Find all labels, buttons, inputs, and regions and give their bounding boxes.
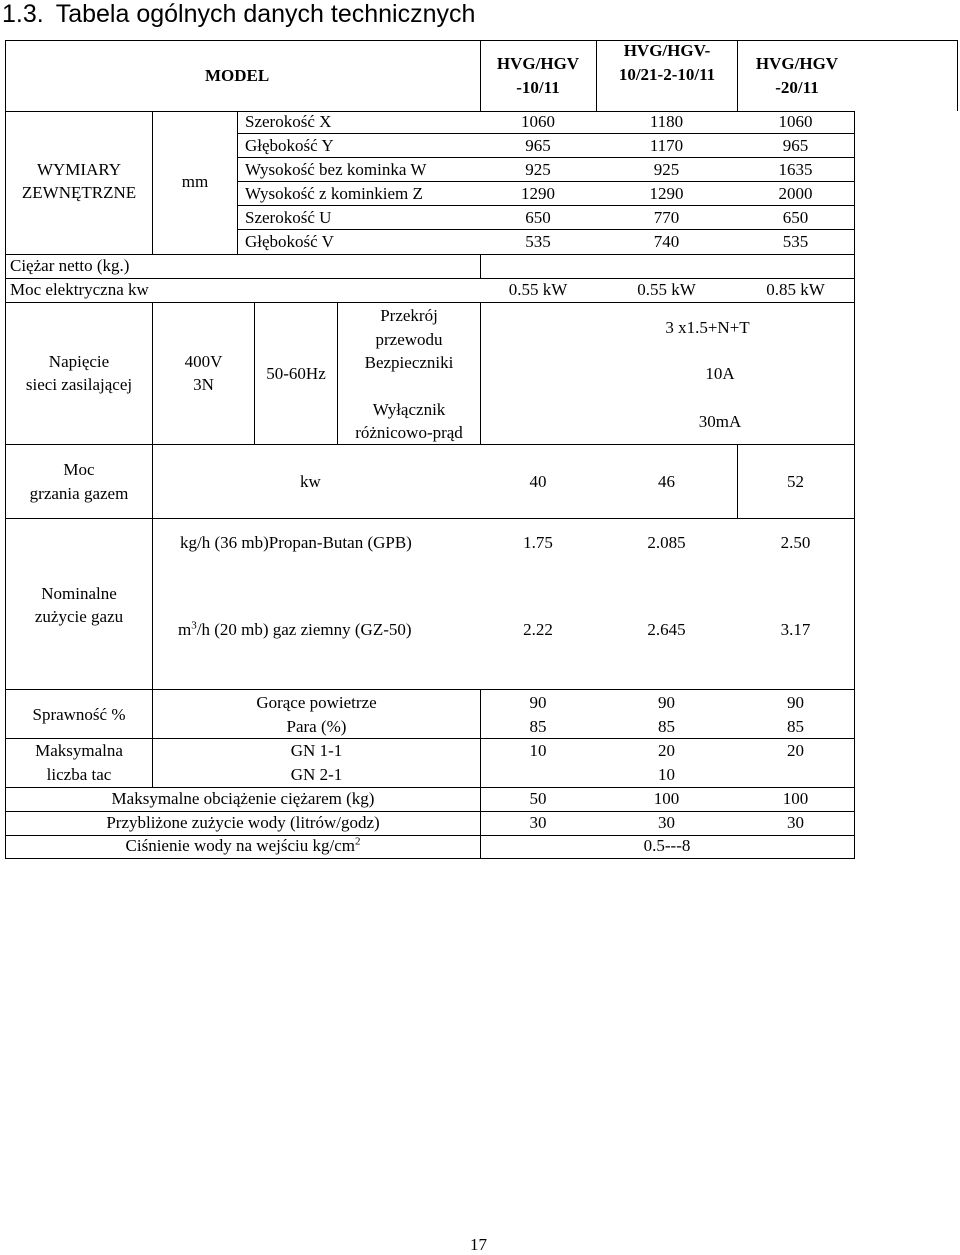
line	[5, 444, 855, 445]
dimension-label: Wysokość z kominkiem Z	[245, 184, 423, 203]
supply-param-label: Przekrój	[380, 306, 438, 325]
efficiency-label: Sprawność %	[32, 705, 126, 724]
dimension-label: Wysokość bez kominka W	[245, 160, 427, 179]
supply-frequency: 50-60Hz	[266, 364, 326, 383]
supply-param-label: przewodu	[375, 330, 443, 349]
water-usage-label: Przybliżone zużycie wody (litrów/godz)	[106, 813, 380, 832]
gas-power-value: 52	[787, 472, 804, 491]
page-number: 17	[470, 1235, 487, 1254]
gas-consumption-value: 3.17	[780, 620, 811, 639]
dimension-value: 1290	[649, 184, 684, 203]
line	[5, 738, 855, 739]
supply-voltage-line2: 3N	[193, 375, 214, 394]
electric-power-value: 0.85 kW	[766, 280, 825, 299]
dimension-value: 1060	[778, 112, 813, 131]
gas-consumption-label-line1: Nominalne	[41, 584, 117, 603]
gas-power-unit: kw	[300, 472, 321, 491]
efficiency-row-label: Gorące powietrze	[256, 693, 377, 712]
line	[480, 689, 481, 859]
efficiency-value: 85	[787, 717, 804, 736]
trays-value: 20	[787, 741, 804, 760]
trays-value: 10	[658, 765, 675, 784]
line	[152, 518, 153, 689]
dimension-value: 1170	[649, 136, 684, 155]
gas-power-label-line2: grzania gazem	[29, 484, 129, 503]
line	[5, 787, 855, 788]
model-1-header-line1: HVG/HGV	[496, 54, 580, 73]
line	[5, 811, 855, 812]
line	[854, 111, 855, 859]
dimension-value: 925	[653, 160, 680, 179]
efficiency-row-label: Para (%)	[286, 717, 347, 736]
dimension-value: 535	[782, 232, 809, 251]
gas-power-value: 40	[529, 472, 547, 491]
dimensions-label-line2: ZEWNĘTRZNE	[21, 183, 137, 202]
efficiency-value: 85	[529, 717, 547, 736]
line	[5, 40, 958, 41]
section-heading	[2, 0, 475, 28]
gas-consumption-value: 1.75	[523, 533, 553, 552]
electric-power-value: 0.55 kW	[637, 280, 696, 299]
line	[237, 157, 855, 158]
gas-power-label-line1: Moc	[63, 460, 95, 479]
gas-consumption-unit	[178, 620, 412, 640]
dimension-label: Głębokość V	[245, 232, 334, 251]
gas-consumption-label-line2: zużycie gazu	[34, 607, 124, 626]
trays-label-line2: liczba tac	[46, 765, 112, 784]
line	[5, 302, 855, 303]
supply-param-label: Wyłącznik	[372, 400, 446, 419]
trays-row-label: GN 2-1	[290, 765, 343, 784]
electric-power-value: 0.55 kW	[508, 280, 568, 299]
efficiency-value: 90	[787, 693, 804, 712]
dimension-label: Szerokość U	[245, 208, 332, 227]
dimension-value: 770	[653, 208, 680, 227]
trays-value: 10	[529, 741, 547, 760]
model-2-header-line1: HVG/HGV-	[623, 41, 711, 60]
water-usage-value: 30	[658, 813, 675, 832]
max-load-value: 50	[529, 789, 547, 808]
max-load-value: 100	[653, 789, 680, 808]
model-header: MODEL	[205, 66, 270, 85]
unit-prefix: m	[178, 620, 192, 639]
line	[237, 205, 855, 206]
dimension-label: Szerokość X	[245, 112, 332, 131]
supply-param-label: Bezpieczniki	[364, 353, 454, 372]
dimension-value: 1180	[649, 112, 684, 131]
line	[152, 302, 153, 444]
supply-voltage-line1: 400V	[184, 352, 223, 371]
line	[596, 40, 597, 111]
dimension-value: 2000	[778, 184, 813, 203]
line	[5, 518, 855, 519]
max-load-label: Maksymalne obciążenie ciężarem (kg)	[111, 789, 375, 808]
section-title: Tabela ogólnych danych technicznych	[55, 0, 476, 28]
unit-superscript: 3	[191, 619, 197, 632]
dimension-value: 965	[782, 136, 809, 155]
gas-consumption-unit: kg/h (36 mb)Propan-Butan (GPB)	[180, 533, 412, 552]
dimension-value: 740	[653, 232, 680, 251]
model-1-header-line2: -10/11	[516, 78, 560, 97]
dimension-value: 925	[525, 160, 551, 179]
section-number: 1.3.	[2, 0, 44, 28]
gas-consumption-value: 2.085	[647, 533, 686, 552]
line	[480, 40, 481, 111]
efficiency-value: 85	[658, 717, 675, 736]
efficiency-value: 90	[529, 693, 547, 712]
label-text: Ciśnienie wody na wejściu kg/cm	[125, 836, 355, 855]
efficiency-value: 90	[658, 693, 675, 712]
trays-row-label: GN 1-1	[290, 741, 343, 760]
supply-param-label: różnicowo-prąd	[355, 423, 463, 442]
supply-param-value: 3 x1.5+N+T	[665, 318, 750, 337]
line	[957, 40, 958, 111]
line	[237, 229, 855, 230]
supply-label-line1: Napięcie	[48, 352, 110, 371]
dimension-value: 1290	[521, 184, 555, 203]
water-usage-value: 30	[787, 813, 804, 832]
unit-suffix: /h (20 mb) gaz ziemny (GZ-50)	[196, 620, 412, 639]
trays-label-line1: Maksymalna	[35, 741, 123, 760]
supply-param-value: 30mA	[698, 412, 742, 431]
dimension-value: 535	[525, 232, 551, 251]
gas-power-value: 46	[658, 472, 675, 491]
water-usage-value: 30	[529, 813, 547, 832]
line	[5, 858, 855, 859]
label-superscript: 2	[354, 835, 361, 848]
dimension-value: 650	[525, 208, 551, 227]
line	[152, 444, 153, 518]
dimension-value: 1635	[778, 160, 813, 179]
gas-consumption-value: 2.22	[523, 620, 553, 639]
line	[237, 181, 855, 182]
dimension-value: 1060	[521, 112, 555, 131]
dimension-value: 650	[782, 208, 809, 227]
line	[5, 278, 855, 279]
line	[5, 689, 855, 690]
line	[237, 111, 238, 254]
gas-consumption-value: 2.645	[647, 620, 686, 639]
line	[480, 254, 481, 278]
dimension-value: 965	[525, 136, 551, 155]
model-2-header-line2: 10/21-2-10/11	[618, 65, 716, 84]
electric-power-label: Moc elektryczna kw	[10, 280, 149, 299]
line	[237, 133, 855, 134]
supply-param-value: 10A	[705, 364, 735, 383]
supply-label-line2: sieci zasilającej	[25, 375, 133, 394]
line	[5, 254, 855, 255]
dimensions-label-line1: WYMIARY	[36, 160, 122, 179]
model-3-header-line2: -20/11	[775, 78, 819, 97]
dimension-label: Głębokość Y	[245, 136, 334, 155]
line	[737, 40, 738, 111]
trays-value: 20	[658, 741, 675, 760]
water-pressure-value: 0.5---8	[643, 836, 691, 855]
model-3-header-line1: HVG/HGV	[755, 54, 839, 73]
dimensions-unit: mm	[181, 172, 209, 191]
water-pressure-label	[6, 836, 480, 856]
gas-consumption-value: 2.50	[780, 533, 811, 552]
max-load-value: 100	[782, 789, 809, 808]
weight-label: Ciężar netto (kg.)	[10, 256, 130, 275]
